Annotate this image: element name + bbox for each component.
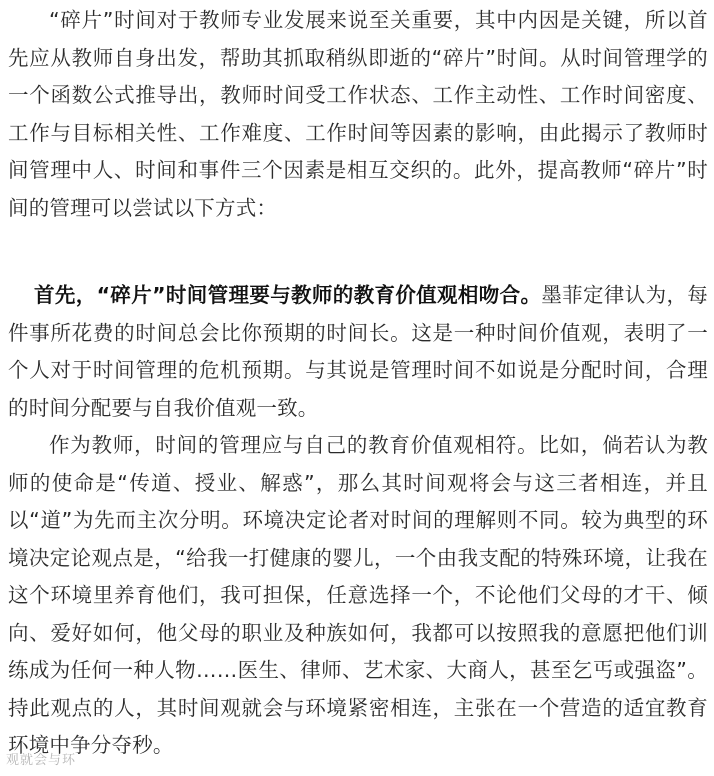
paragraph-2-body: 墨菲定律认为，每件事所花费的时间总会比你预期的时间长。这是一种时间价值观，表明了一个人对于时间管理的危机预期。与其说是管理时间不如说是分配时间，合理的时间分配要与自我价值观一致。	[8, 283, 708, 420]
paragraph-1: “碎片”时间对于教师专业发展来说至关重要，其中内因是关键，所以首先应从教师自身出发，帮助其抓取稍纵即逝的“碎片”时间。从时间管理学的一个函数公式推导出，教师时间受工作状态、工作主动性、工作时间密度、工作与目标相关性、工作难度、工作时间等因素的影响，由此揭示了教师时间管理中人、时间和事件三个因素是相互交织的。此外，提高教师“碎片”时间的管理可以尝试以下方式：	[8, 8, 708, 220]
paragraph-2-lead: 首先，“碎片”时间管理要与教师的教育价值观相吻合。	[34, 283, 542, 307]
document-body	[8, 0, 708, 765]
paragraph-gap	[8, 227, 708, 277]
paragraph-2	[8, 277, 708, 427]
watermark-text: 观就会与环	[6, 753, 77, 768]
paragraph-3: 作为教师，时间的管理应与自己的教育价值观相符。比如，倘若认为教师的使命是“传道、授业、解惑”，那么其时间观将会与这三者相连，并且以“道”为先而主次分明。环境决定论者对时间的理解则不同。较为典型的环境决定论观点是，“给我一打健康的婴儿，一个由我支配的特殊环境，让我在这个环境里养育他们，我可担保，任意选择一个，不论他们父母的才干、倾向、爱好如何，他父母的职业及种族如何，我都可以按照我的意愿把他们训练成为任何一种人物……医生、律师、艺术家、大商人，甚至乞丐或强盗”。持此观点的人，其时间观就会与环境紧密相连，主张在一个营造的适宜教育环境中争分夺秒。	[8, 433, 708, 757]
